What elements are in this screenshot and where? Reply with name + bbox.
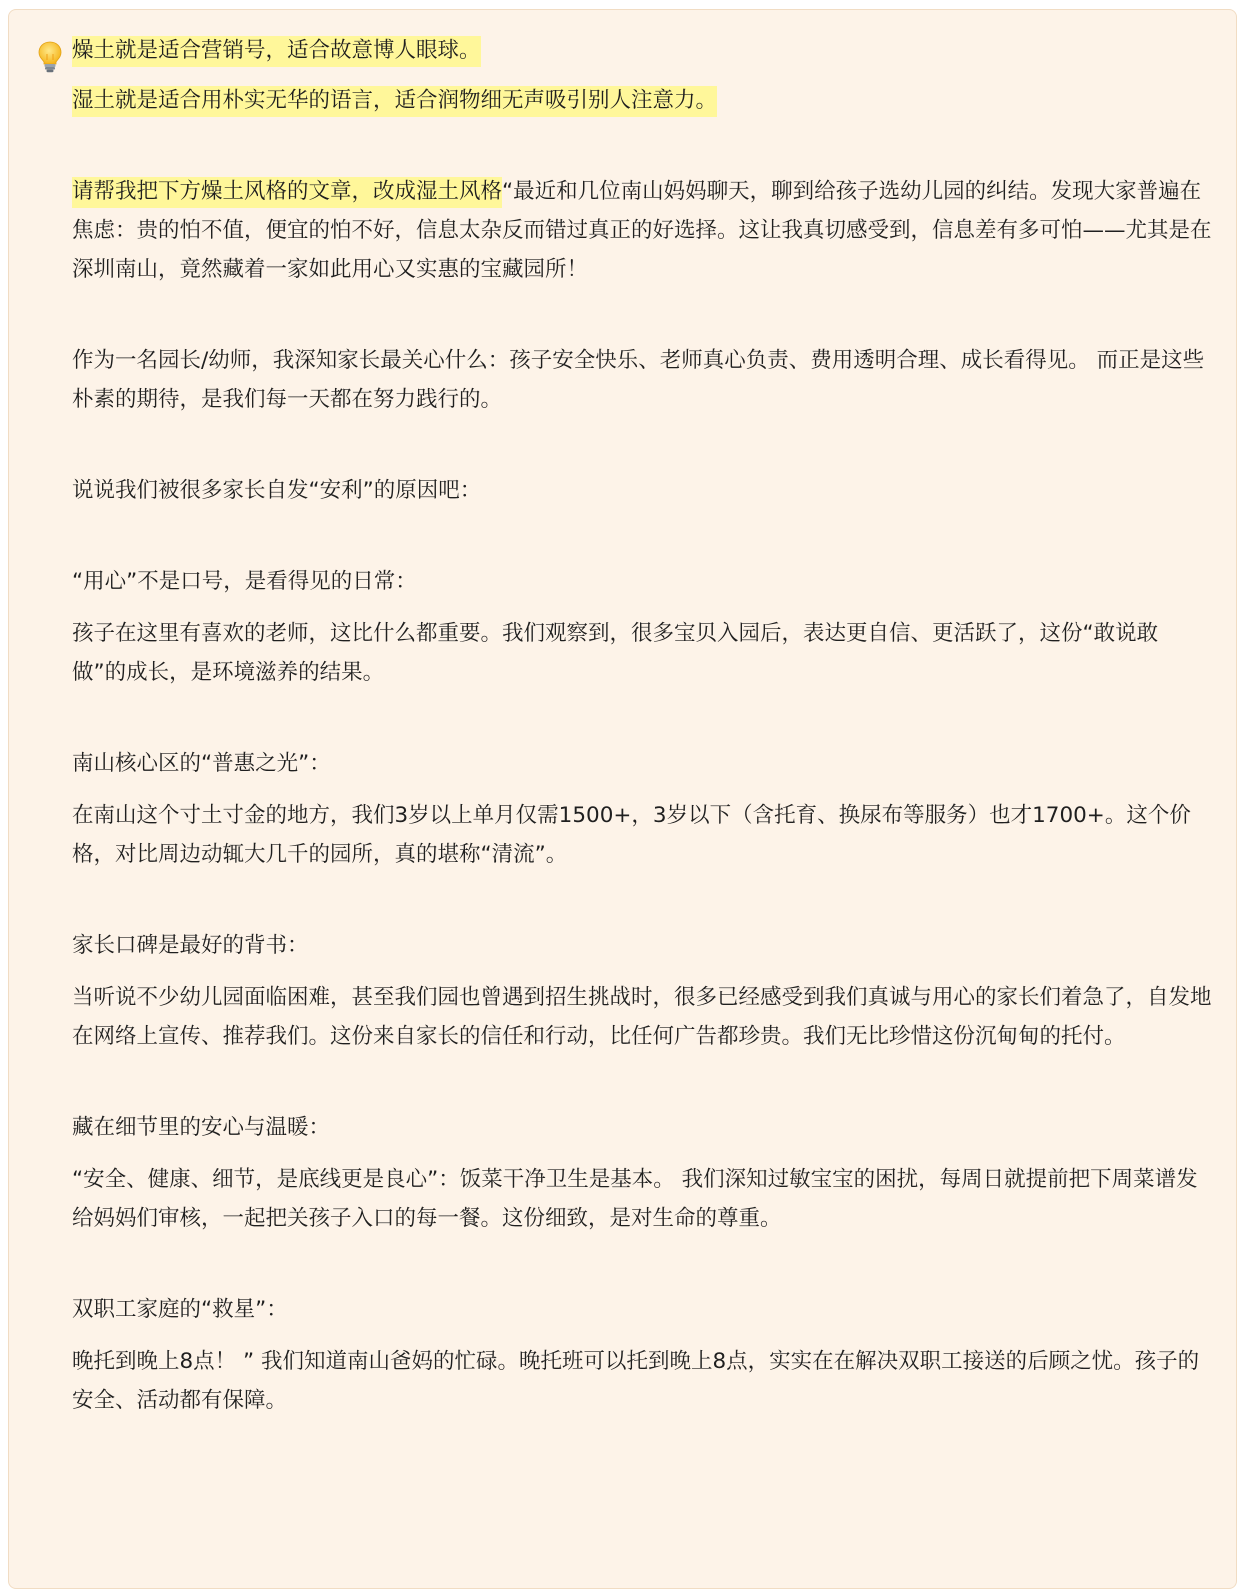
section-body: 当听说不少幼儿园面临困难，甚至我们园也曾遇到招生挑战时，很多已经感受到我们真诚与用心的家长们着急了，自发地在网络上宣传、推荐我们。这份来自家长的信任和行动，比任何广告都珍贵。我们无比珍惜这份沉甸甸的托付。: [72, 985, 1212, 1049]
section-heading: 家长口碑是最好的背书：: [72, 933, 309, 958]
paragraph-role: 作为一名园长/幼师，我深知家长最关心什么：孩子安全快乐、老师真心负责、费用透明合理、成长看得见。 而正是这些朴素的期待，是我们每一天都在努力践行的。: [72, 348, 1205, 412]
section-body: “安全、健康、细节，是底线更是良心”：饭菜干净卫生是基本。 我们深知过敏宝宝的困扰，每周日就提前把下周菜谱发给妈妈们审核，一起把关孩子入口的每一餐。这份细致，是对生命的尊重。: [72, 1167, 1198, 1231]
request-highlight: 请帮我把下方燥土风格的文章，改成湿土风格: [72, 177, 502, 208]
section-heading: 藏在细节里的安心与温暖：: [72, 1115, 331, 1140]
highlight-line-1: 燥土就是适合营销号，适合故意博人眼球。: [72, 31, 1212, 70]
request-body: “最近和几位南山妈妈聊天，聊到给孩子选幼儿园的纠结。发现大家普遍在焦虑：贵的怕不值，便宜的怕不好，信息太杂反而错过真正的好选择。这让我真切感受到，信息差有多可怕——尤其是在深圳南山，竟然藏着一家如此用心又实惠的宝藏园所！: [72, 179, 1212, 282]
lightbulb-icon: [37, 40, 63, 74]
section-heading: 双职工家庭的“救星”：: [72, 1297, 288, 1322]
callout-content: [72, 31, 1212, 1420]
request-paragraph: [72, 172, 1212, 289]
section-body: 孩子在这里有喜欢的老师，这比什么都重要。我们观察到，很多宝贝入园后，表达更自信、更活跃了，这份“敢说敢做”的成长，是环境滋养的结果。: [72, 621, 1159, 685]
section-heading: 南山核心区的“普惠之光”：: [72, 751, 331, 776]
section-body: 晚托到晚上8点！ ” 我们知道南山爸妈的忙碌。晚托班可以托到晚上8点，实实在在解决双职工接送的后顾之忧。孩子的安全、活动都有保障。: [72, 1349, 1200, 1413]
section-heading: “用心”不是口号，是看得见的日常：: [72, 569, 417, 594]
section-body: 在南山这个寸土寸金的地方，我们3岁以上单月仅需1500+，3岁以下（含托育、换尿布等服务）也才1700+。这个价格，对比周边动辄大几千的园所，真的堪称“清流”。: [72, 803, 1191, 867]
paragraph-reasons: 说说我们被很多家长自发“安利”的原因吧：: [72, 478, 482, 503]
highlight-line-2: 湿土就是适合用朴实无华的语言，适合润物细无声吸引别人注意力。: [72, 81, 1212, 120]
